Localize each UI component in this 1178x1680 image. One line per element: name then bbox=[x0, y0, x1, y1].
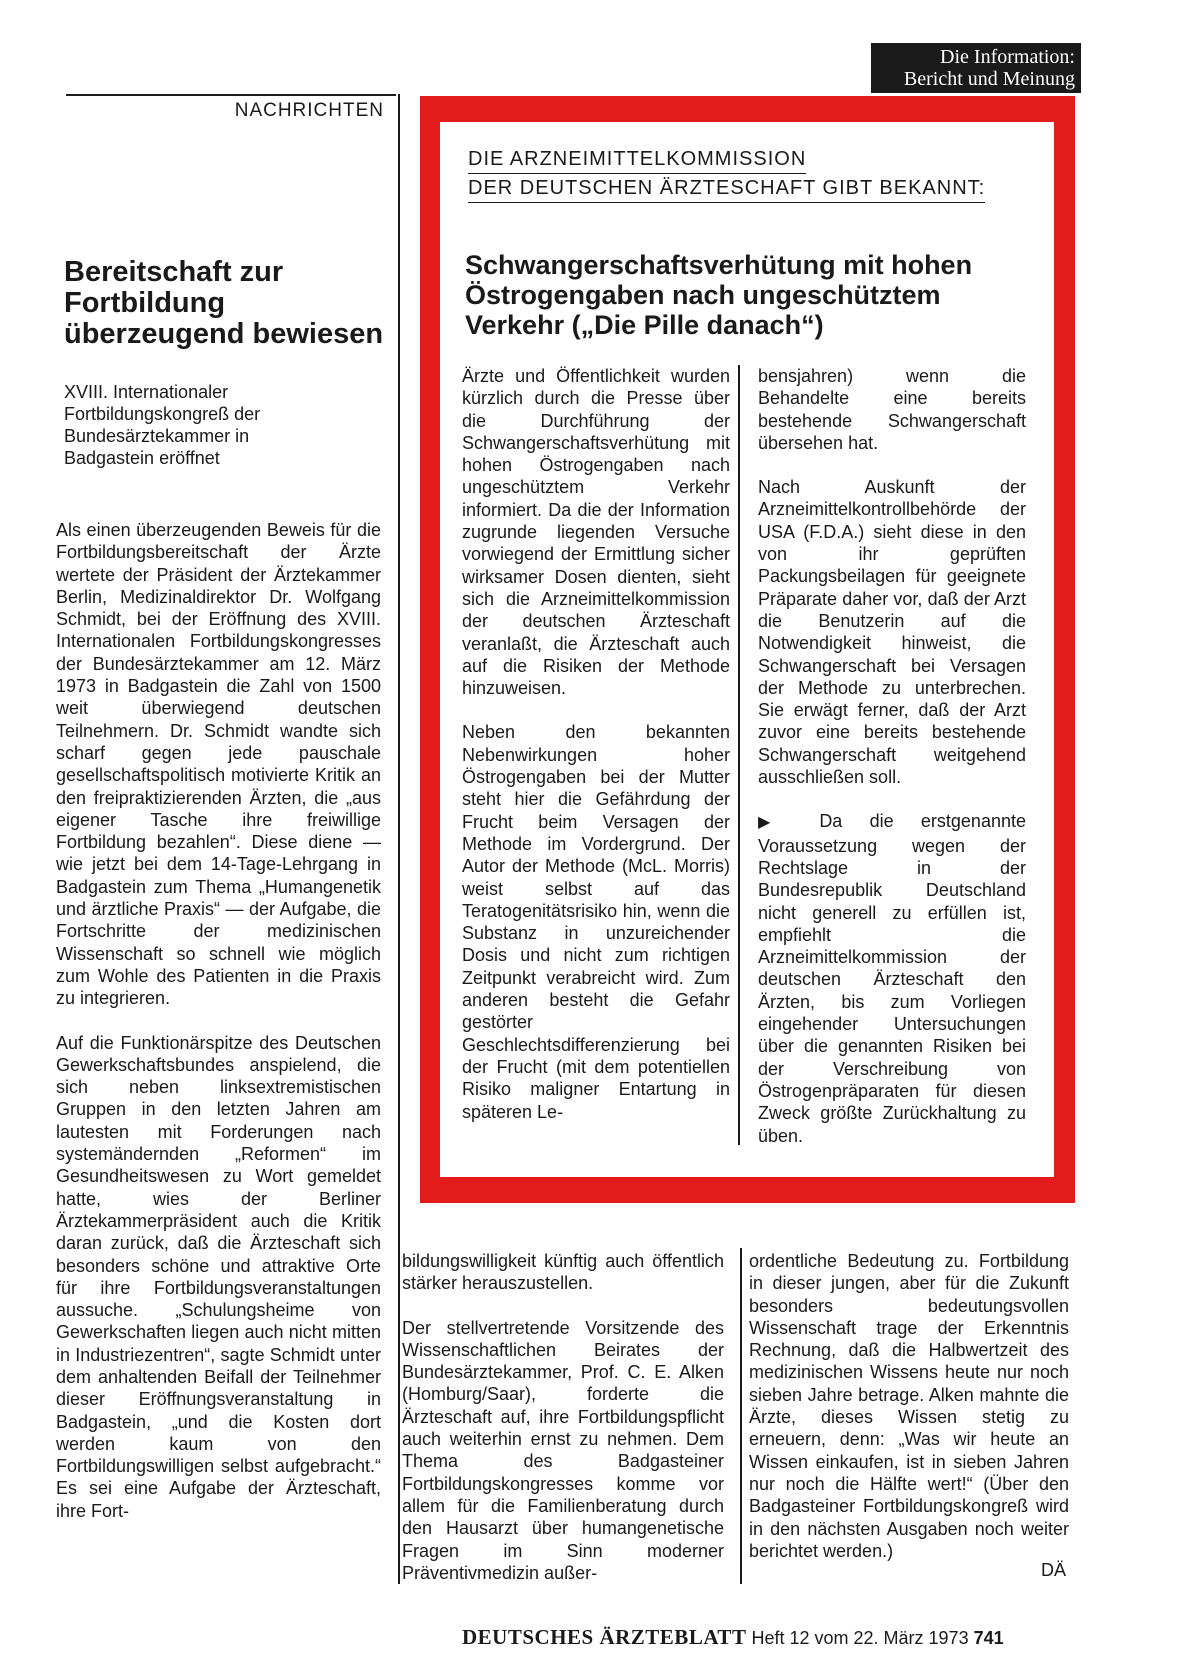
left-article-continuation-right bbox=[749, 1250, 1069, 1562]
announcement-bullet-text: Da die erstgenannte Voraussetzung wegen der Rechtslage in der Bundesrepublik Deutschland nicht generell zu erfüllen ist, empfiehlt die Arzneimittelkommission der deutschen Ärzteschaft den Ärzten, bis zum Vorliegen eingehender Untersuchungen über die genannten Risiken bei der Verschreibung von Östrogenpräparaten für diesen Zweck größte Zurückhaltung zu üben. bbox=[758, 811, 1026, 1146]
announcement-paragraph: Nach Auskunft der Arzneimittelkontrollbehörde der USA (F.D.A.) sieht diese in den von ihr geprüften Packungsbeilagen für geeignete Präparate daher vor, daß der Arzt die Benutzerin auf die Notwendigkeit hinweist, die Schwangerschaft bei Versagen der Methode zu unterbrechen. Sie erwägt ferner, daß der Arzt zuvor eine bereits bestehende Schwangerschaft weitgehend ausschließen soll. bbox=[758, 477, 1026, 788]
continuation-paragraph: Der stellvertretende Vorsitzende des Wissenschaftlichen Beirates der Bundesärztekammer, Prof. C. E. Alken (Homburg/Saar), forderte die Ärzteschaft auf, ihre Fortbildungspflicht auch weiterhin ernst zu nehmen. Dem Thema des Badgasteiner Fortbildungskongresses komme vor allem für die Familienberatung durch den Hausarzt über humangenetische Fragen im Sinn moderner Präventivmedizin außer- bbox=[402, 1317, 724, 1583]
left-article-body bbox=[56, 519, 381, 1522]
announcement-title: Schwangerschaftsverhütung mit hohen Östrogengaben nach ungeschütztem Verkehr („Die Pille danach“) bbox=[465, 250, 973, 340]
section-label: NACHRICHTEN bbox=[234, 100, 384, 121]
left-paragraph: Als einen überzeugenden Beweis für die Fortbildungsbereitschaft der Ärzte wertete der Präsident der Ärztekammer Berlin, Medizinaldirektor Dr. Wolfgang Schmidt, bei der Eröffnung des XVIII. Internationalen Fortbildungskongresses der Bundesärztekammer am 12. März 1973 in Badgastein die Zahl von 1500 weit überwiegend deutschen Teilnehmern. Dr. Schmidt wandte sich scharf gegen jede pauschale gesellschaftspolitisch motivierte Kritik an den freipraktizierenden Ärzten, die „aus eigener Tasche ihre freiwillige Fortbildung bezahlen“. Diese diene — wie jetzt bei dem 14-Tage-Lehrgang in Badgastein zum Thema „Humangenetik und ärztliche Praxis“ — der Aufgabe, die Fortschritte der medizinischen Wissenschaft so schnell wie möglich zum Wohle des Patienten in die Praxis zu integrieren. bbox=[56, 520, 381, 1009]
magazine-name: DEUTSCHES ÄRZTEBLATT bbox=[462, 1625, 747, 1649]
announcement-column-divider bbox=[738, 365, 740, 1145]
header-line-2: Bericht und Meinung bbox=[903, 68, 1075, 90]
section-header-box bbox=[871, 43, 1081, 93]
left-paragraph: Auf die Funktionärspitze des Deutschen Gewerkschaftsbundes anspielend, die sich neben linksextremistischen Gruppen in den letzten Jahren am lautesten mit Forderungen nach systemändernden „Reformen“ im Gesundheitswesen zu Wort gemeldet hatte, wies der Berliner Ärztekammerpräsident auch die Kritik daran zurück, daß die Ärzteschaft sich besonders schöne und attraktive Orte für ihre Fortbildungsveranstaltungen aussuche. „Schulungsheime von Gewerkschaften liegen auch nicht mitten in Industriezentren“, sagte Schmidt unter dem anhaltenden Beifall der Teilnehmer dieser Eröffnungsveranstaltung in Badgastein, „und die Kosten dort werden kaum von den Fortbildungswilligen selbst aufgebracht.“ Es sei eine Aufgabe der Ärzteschaft, ihre Fort- bbox=[56, 1032, 381, 1521]
left-top-rule bbox=[66, 94, 396, 96]
left-article-continuation-middle bbox=[402, 1250, 724, 1584]
announcement-column-2 bbox=[758, 365, 1026, 1147]
article-signature: DÄ bbox=[1040, 1560, 1066, 1580]
left-article-subtitle: XVIII. Internationaler Fortbildungskongreß der Bundesärztekammer in Badgastein eröffnet bbox=[64, 382, 261, 468]
triangle-bullet-icon: ▶ bbox=[758, 814, 820, 832]
column-divider-left bbox=[398, 94, 400, 1584]
continuation-paragraph: ordentliche Bedeutung zu. Fortbildung in dieser jungen, aber für die Zukunft besonders bedeutungsvollen Wissenschaft trage der Erkenntnis Rechnung, daß die Halbwertzeit des medizinischen Wissens heute nur noch sieben Jahre betrage. Alken mahnte die Ärzte, dieses Wissen stetig zu erneuern, denn: „Was wir heute an Wissen einkaufen, ist in sieben Jahren nur noch die Hälfte wert!“ (Über den Badgasteiner Fortbildungskongreß wird in den nächsten Ausgaben noch weiter berichtet werden.) bbox=[749, 1251, 1069, 1561]
page-footer bbox=[462, 1625, 1072, 1650]
announcement-paragraph: bensjahren) wenn die Behandelte eine bereits bestehende Schwangerschaft übersehen hat. bbox=[758, 366, 1026, 453]
header-line-1: Die Information: bbox=[940, 46, 1075, 68]
announcement-label-line-2: DER DEUTSCHEN ÄRZTESCHAFT GIBT BEKANNT: bbox=[468, 174, 985, 203]
left-article-title: Bereitschaft zur Fortbildung überzeugend bewiesen bbox=[64, 256, 384, 350]
announcement-bullet-paragraph bbox=[758, 810, 1026, 1146]
page-number: 741 bbox=[973, 1628, 1004, 1648]
column-divider-right-bottom bbox=[740, 1248, 742, 1584]
continuation-paragraph: bildungswilligkeit künftig auch öffentlich stärker herauszustellen. bbox=[402, 1251, 724, 1294]
announcement-column-1 bbox=[462, 365, 730, 1123]
announcement-paragraph: Neben den bekannten Nebenwirkungen hoher Östrogengaben bei der Mutter steht hier die Gefährdung der Frucht beim Versagen der Methode im Vordergrund. Der Autor der Methode (McL. Morris) weist selbst auf das Teratogenitätsrisiko hin, wenn die Substanz in unzureichender Dosis und nicht zum richtigen Zeitpunkt verabreicht wird. Zum anderen besteht die Gefahr gestörter Geschlechtsdifferenzierung bei der Frucht (mit dem potentiellen Risiko maligner Entartung in späteren Le- bbox=[462, 722, 730, 1122]
issue-info: Heft 12 vom 22. März 1973 bbox=[751, 1628, 969, 1648]
announcement-label-line-1: DIE ARZNEIMITTELKOMMISSION bbox=[468, 145, 806, 174]
announcement-paragraph: Ärzte und Öffentlichkeit wurden kürzlich durch die Presse über die Durchführung der Schwangerschaftsverhütung mit hohen Östrogengaben nach ungeschütztem Verkehr informiert. Da die der Information zugrunde liegenden Versuche vorwiegend der Ermittlung sicher wirksamer Dosen dienten, sieht sich die Arzneimittelkommission der deutschen Ärzteschaft veranlaßt, die Ärzteschaft auch auf die Risiken der Methode hinzuweisen. bbox=[462, 366, 730, 699]
announcement-label bbox=[468, 145, 1028, 203]
